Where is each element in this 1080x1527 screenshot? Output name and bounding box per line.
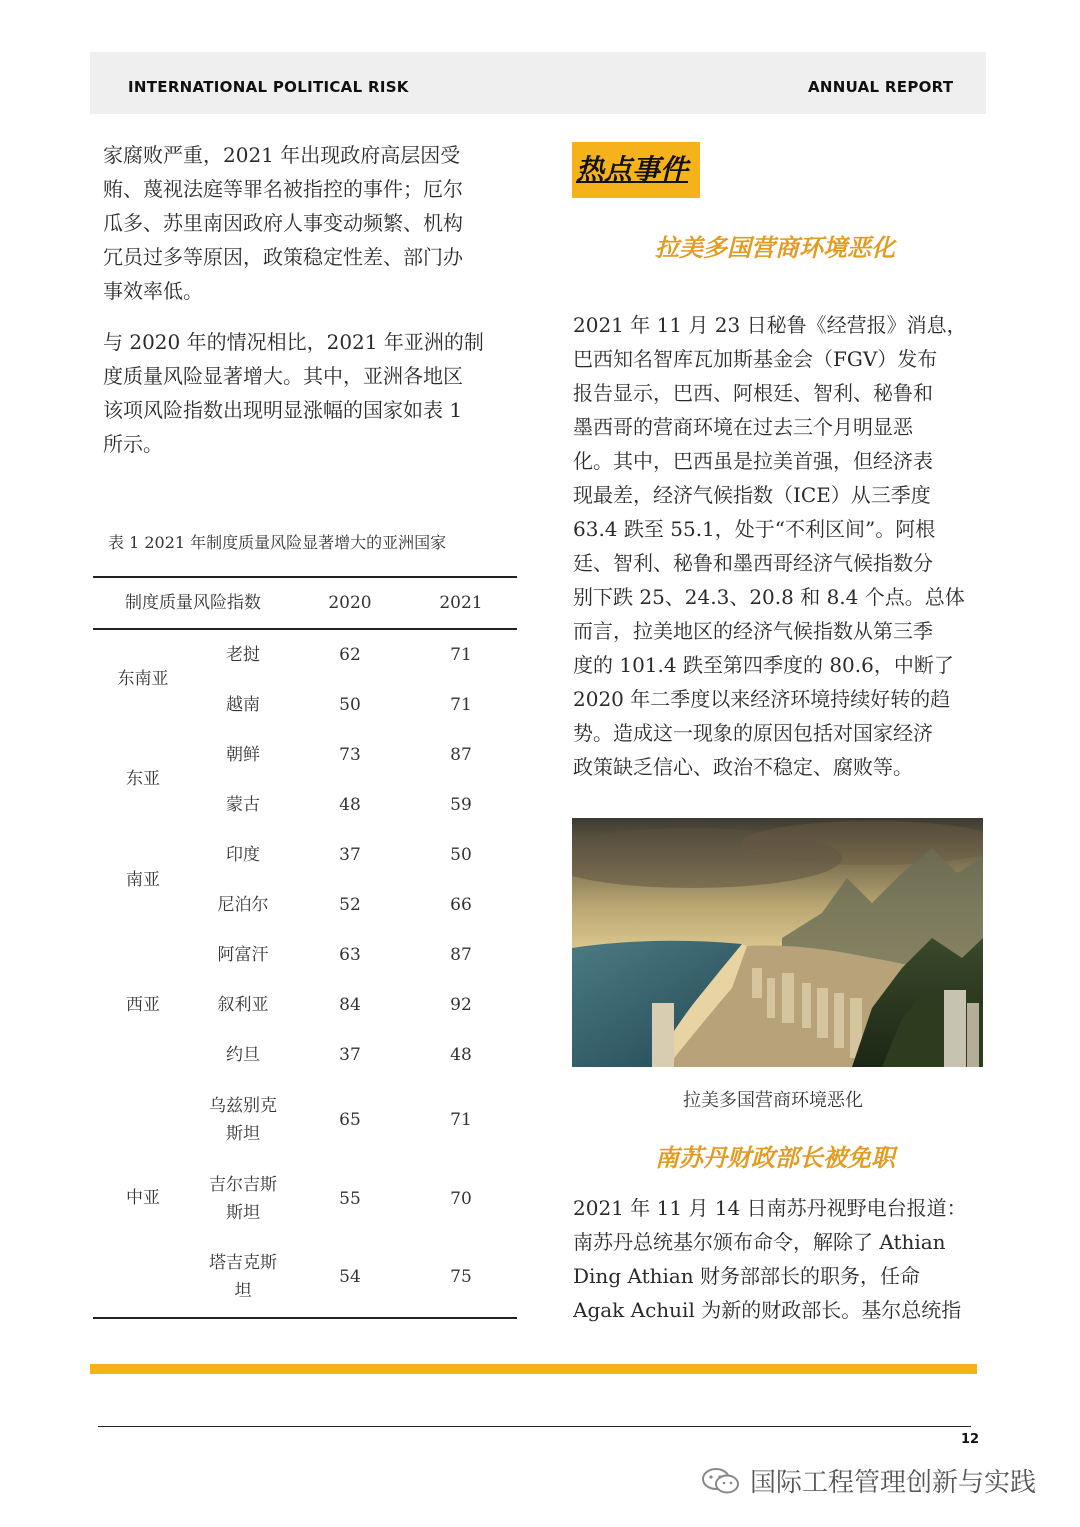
header-title-right: ANNUAL REPORT: [808, 78, 954, 96]
country-cell: 蒙古: [226, 795, 260, 815]
text-line: 化。其中，巴西虽是拉美首强，但经济表: [573, 449, 933, 473]
value-2021-cell: 59: [450, 795, 472, 815]
text-line: 瓜多、苏里南因政府人事变动频繁、机构: [103, 211, 463, 235]
hot-events-label: 热点事件: [576, 153, 689, 186]
table-header-index: 制度质量风险指数: [125, 593, 261, 613]
table-caption: 表 1 2021 年制度质量风险显著增大的亚洲国家: [108, 533, 447, 552]
country-cell: 朝鲜: [226, 745, 260, 765]
text-line: 2021 年 11 月 23 日秘鲁《经营报》消息，: [573, 313, 967, 337]
header-title-left: INTERNATIONAL POLITICAL RISK: [128, 78, 409, 96]
value-2021-cell: 66: [450, 895, 472, 915]
text-line: 家腐败严重，2021 年出现政府高层因受: [103, 143, 461, 167]
value-2020-cell: 73: [339, 745, 361, 765]
country-cell: 叙利亚: [217, 995, 269, 1015]
value-2020-cell: 50: [339, 695, 361, 715]
section-title-latam: 拉美多国营商环境恶化: [655, 234, 895, 262]
country-cell: 阿富汗: [217, 945, 269, 965]
wechat-watermark: [700, 1462, 1036, 1499]
section-title-south-sudan: 南苏丹财政部长被免职: [655, 1144, 895, 1172]
text-line: 墨西哥的营商环境在过去三个月明显恶: [573, 415, 913, 439]
text-line: 事效率低。: [103, 279, 203, 303]
rio-coastline-photo: [572, 818, 983, 1067]
table-header-2021: 2021: [439, 593, 483, 613]
value-2020-cell: 54: [339, 1267, 361, 1287]
text-line: 63.4 跌至 55.1，处于“不利区间”。阿根: [573, 517, 936, 541]
text-line: 2020 年二季度以来经济环境持续好转的趋: [573, 687, 951, 711]
country-cell: 尼泊尔: [217, 895, 269, 915]
country-cell: 越南: [226, 695, 260, 715]
latam-paragraph: [573, 308, 977, 784]
region-label: 东亚: [126, 769, 160, 789]
value-2020-cell: 63: [339, 945, 361, 965]
text-line: 南苏丹总统基尔颁布命令，解除了 Athian: [573, 1230, 946, 1254]
country-cell: 约旦: [226, 1045, 260, 1065]
left-paragraph-2: [103, 325, 507, 461]
text-line: Agak Achuil 为新的财政部长。基尔总统指: [573, 1298, 962, 1322]
value-2021-cell: 87: [450, 745, 472, 765]
footer-rule: [98, 1426, 971, 1427]
footer-accent-bar: [90, 1364, 977, 1374]
region-label: 东南亚: [117, 669, 169, 689]
text-line: 贿、蔑视法庭等罪名被指控的事件；厄尔: [103, 177, 463, 201]
value-2021-cell: 48: [450, 1045, 472, 1065]
value-2020-cell: 55: [339, 1189, 361, 1209]
text-line: 报告显示，巴西、阿根廷、智利、秘鲁和: [573, 381, 933, 405]
value-2020-cell: 62: [339, 645, 361, 665]
country-cell: [193, 1092, 293, 1148]
value-2020-cell: 52: [339, 895, 361, 915]
country-cell: [193, 1249, 293, 1305]
country-line: 斯坦: [226, 1124, 260, 1144]
left-paragraph-1: [103, 138, 507, 308]
page-number: 12: [961, 1432, 980, 1447]
text-line: 势。造成这一现象的原因包括对国家经济: [573, 721, 933, 745]
text-line: 别下跌 25、24.3、20.8 和 8.4 个点。总体: [573, 585, 965, 609]
table-header-rule: [93, 628, 517, 630]
country-line: 斯坦: [226, 1203, 260, 1223]
value-2020-cell: 37: [339, 1045, 361, 1065]
wechat-account-name: 国际工程管理创新与实践: [750, 1468, 1037, 1498]
value-2021-cell: 70: [450, 1189, 472, 1209]
table-header-2020: 2020: [328, 593, 372, 613]
text-line: 2021 年 11 月 14 日南苏丹视野电台报道：: [573, 1196, 967, 1220]
value-2020-cell: 48: [339, 795, 361, 815]
text-line: 度质量风险显著增大。其中，亚洲各地区: [103, 364, 463, 388]
value-2021-cell: 71: [450, 1110, 472, 1130]
table-bottom-rule: [93, 1317, 517, 1319]
text-line: 政策缺乏信心、政治不稳定、腐败等。: [573, 755, 913, 779]
table-top-rule: [93, 576, 517, 578]
text-line: 廷、智利、秘鲁和墨西哥经济气候指数分: [573, 551, 933, 575]
country-line: 塔吉克斯: [209, 1253, 277, 1273]
value-2020-cell: 65: [339, 1110, 361, 1130]
photo-caption: 拉美多国营商环境恶化: [683, 1090, 863, 1111]
value-2021-cell: 87: [450, 945, 472, 965]
country-line: 坦: [234, 1281, 252, 1301]
text-line: 该项风险指数出现明显涨幅的国家如表 1: [103, 398, 463, 422]
value-2020-cell: 84: [339, 995, 361, 1015]
country-line: 吉尔吉斯: [209, 1175, 277, 1195]
country-cell: 老挝: [226, 645, 260, 665]
value-2021-cell: 71: [450, 695, 472, 715]
country-cell: 印度: [226, 845, 260, 865]
text-line: 现最差，经济气候指数（ICE）从三季度: [573, 483, 931, 507]
text-line: 巴西知名智库瓦加斯基金会（FGV）发布: [573, 347, 938, 371]
hot-events-tag: [572, 142, 700, 198]
text-line: 与 2020 年的情况相比，2021 年亚洲的制: [103, 330, 484, 354]
text-line: 所示。: [103, 432, 163, 456]
region-label: 西亚: [126, 995, 160, 1015]
value-2020-cell: 37: [339, 845, 361, 865]
text-line: 冗员过多等原因，政策稳定性差、部门办: [103, 245, 463, 269]
south-sudan-paragraph: [573, 1191, 977, 1327]
text-line: 而言，拉美地区的经济气候指数从第三季: [573, 619, 933, 643]
wechat-icon: [700, 1466, 742, 1496]
region-label: 中亚: [126, 1188, 160, 1208]
value-2021-cell: 71: [450, 645, 472, 665]
value-2021-cell: 75: [450, 1267, 472, 1287]
text-line: Ding Athian 财务部部长的职务，任命: [573, 1264, 921, 1288]
value-2021-cell: 50: [450, 845, 472, 865]
region-label: 南亚: [126, 870, 160, 890]
text-line: 度的 101.4 跌至第四季度的 80.6，中断了: [573, 653, 954, 677]
country-cell: [193, 1171, 293, 1227]
value-2021-cell: 92: [450, 995, 472, 1015]
country-line: 乌兹别克: [209, 1096, 277, 1116]
